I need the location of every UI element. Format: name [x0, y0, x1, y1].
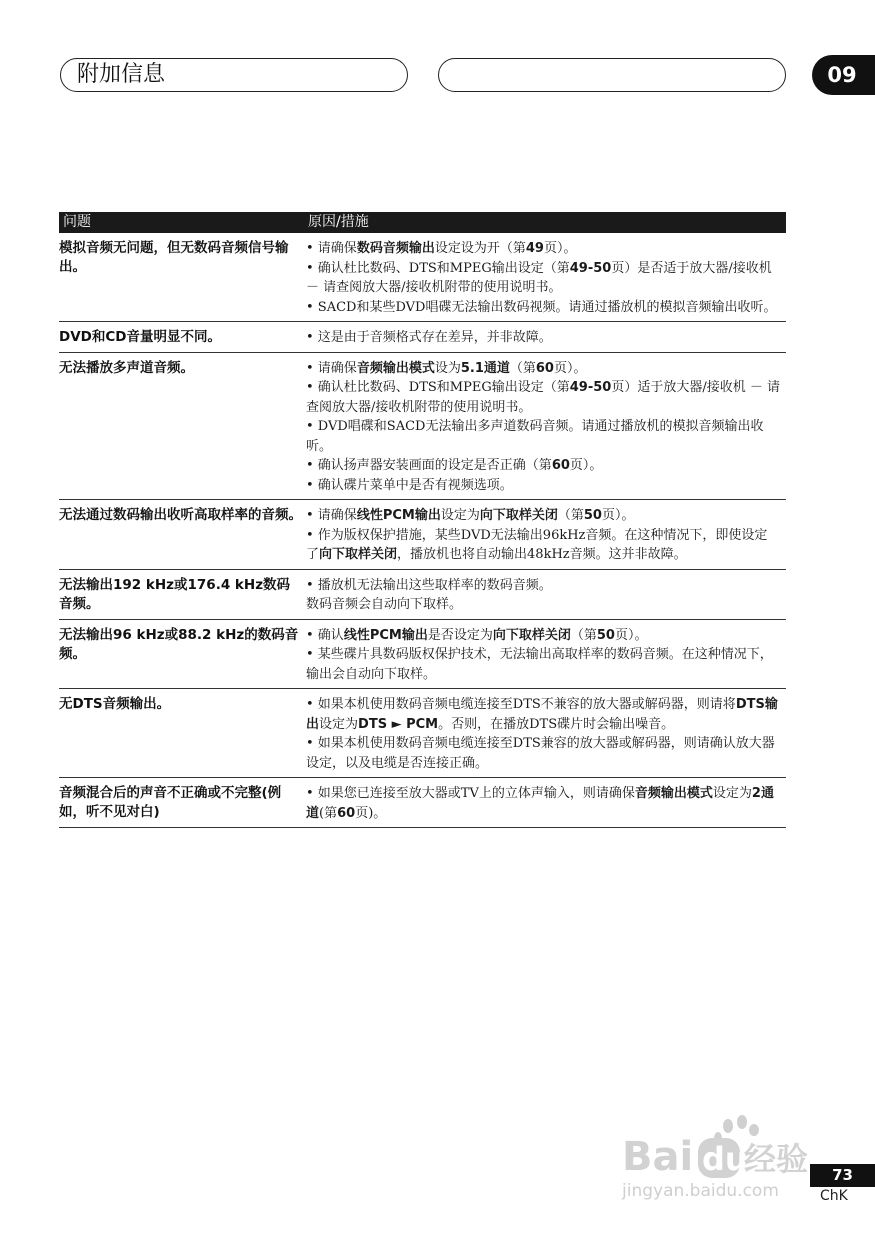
watermark-url: jingyan.baidu.com — [622, 1181, 779, 1201]
remedy-text: • 如果您已连接至放大器或TV上的立体声输入，则请确保 — [306, 786, 635, 801]
remedy-emphasis: DTS输出 — [306, 697, 778, 732]
remedy-text: • 请确保 — [306, 508, 357, 523]
remedy-emphasis: 60 — [551, 458, 570, 473]
section-title-frame — [60, 58, 408, 92]
remedy-line — [306, 298, 780, 318]
remedy-line — [306, 626, 780, 646]
remedy-emphasis: 音频输出模式 — [634, 786, 713, 801]
remedy-emphasis: 线性PCM输出 — [356, 508, 441, 523]
remedy-emphasis: 49 — [525, 241, 544, 256]
remedy-line — [306, 645, 780, 684]
remedy-emphasis: 线性PCM输出 — [343, 627, 428, 643]
remedy-text: 页）。 — [553, 360, 587, 376]
remedy-text: • DVD唱碟和SACD无法输出多声道数码音频。请通过播放机的模拟音频输出收听。 — [306, 419, 764, 454]
remedy-text: （第 — [570, 627, 597, 643]
remedy-line — [306, 456, 780, 476]
problem-cell: DVD和CD音量明显不同。 — [59, 322, 306, 353]
remedy-text: ，播放机也将自动输出48kHz音频。这并非故障。 — [397, 547, 687, 562]
remedy-cell — [306, 322, 786, 353]
watermark-brand-b: du — [702, 1140, 748, 1178]
remedy-text: (第 — [319, 805, 338, 821]
remedy-text: 页）适于放大器/接收机 － 请查阅放大器/接收机附带的使用说明书。 — [306, 380, 780, 415]
remedy-emphasis: 50 — [583, 508, 602, 523]
remedy-text: • 请确保 — [306, 360, 357, 376]
problem-cell: 模拟音频无问题，但无数码音频信号输出。 — [59, 233, 306, 322]
remedy-line — [306, 259, 780, 298]
remedy-text: • 确认扬声器安装画面的设定是否正确（第 — [306, 458, 552, 473]
remedy-text: • 这是由于音频格式存在差异，并非故障。 — [306, 330, 552, 345]
table-row — [59, 352, 786, 500]
remedy-emphasis: 数码音频输出 — [356, 241, 435, 256]
remedy-text: 数码音频会自动向下取样。 — [306, 597, 463, 612]
page-number: 73 — [810, 1164, 875, 1187]
remedy-text: • 某些碟片具数码版权保护技术，无法输出高取样率的数码音频。在这种情况下，输出会自动向下取样。 — [306, 647, 773, 682]
table-row — [59, 619, 786, 689]
remedy-line — [306, 695, 780, 734]
remedy-emphasis: 向下取样关闭 — [492, 627, 571, 643]
remedy-emphasis: 60 — [535, 360, 554, 376]
remedy-text: 设为 — [434, 360, 461, 376]
problem-cell: 无DTS音频输出。 — [59, 689, 306, 778]
remedy-emphasis: 2通道 — [306, 786, 774, 821]
remedy-line — [306, 359, 780, 379]
remedy-text: 页）。 — [601, 508, 635, 523]
remedy-emphasis: 49-50 — [569, 380, 612, 395]
remedy-text: • 如果本机使用数码音频电缆连接至DTS不兼容的放大器或解码器，则请将 — [306, 697, 736, 712]
column-header-remedy: 原因/措施 — [306, 212, 786, 233]
remedy-cell — [306, 778, 786, 828]
section-title: 附加信息 — [77, 62, 166, 87]
remedy-emphasis: 5.1通道 — [460, 360, 510, 376]
remedy-text: 设定为 — [319, 716, 359, 732]
remedy-line — [306, 526, 780, 565]
remedy-text: （第 — [557, 508, 584, 523]
troubleshooting-table — [59, 212, 786, 828]
remedy-emphasis: 音频输出模式 — [356, 360, 435, 376]
remedy-line — [306, 417, 780, 456]
problem-cell: 无法播放多声道音频。 — [59, 352, 306, 500]
remedy-line — [306, 784, 780, 823]
remedy-cell — [306, 689, 786, 778]
remedy-cell — [306, 233, 786, 322]
remedy-text: • 确认杜比数码、DTS和MPEG输出设定（第 — [306, 380, 570, 395]
baidu-jingyan-watermark — [620, 1112, 820, 1204]
remedy-line — [306, 595, 780, 615]
watermark-brand-a: Bai — [622, 1134, 694, 1180]
remedy-text: 页）。 — [543, 241, 577, 256]
problem-cell: 无法通过数码输出收听高取样率的音频。 — [59, 500, 306, 570]
remedy-line — [306, 576, 780, 596]
remedy-cell — [306, 619, 786, 689]
table-row — [59, 689, 786, 778]
remedy-emphasis: 60 — [337, 805, 356, 821]
watermark-brand-cn: 经验 — [744, 1140, 809, 1178]
table-header-row — [59, 212, 786, 233]
remedy-emphasis: 向下取样关闭 — [479, 508, 558, 523]
remedy-text: 设定设为开（第 — [434, 241, 526, 256]
remedy-line — [306, 328, 780, 348]
remedy-line — [306, 239, 780, 259]
remedy-text: • 请确保 — [306, 241, 357, 256]
remedy-cell — [306, 500, 786, 570]
remedy-text: （第 — [509, 360, 536, 376]
remedy-text: • 确认碟片菜单中是否有视频选项。 — [306, 477, 513, 493]
table-row — [59, 569, 786, 619]
chapter-tab: 09 — [812, 55, 875, 95]
remedy-line — [306, 506, 780, 526]
remedy-text: 。否则，在播放DTS碟片时会输出噪音。 — [438, 716, 675, 732]
remedy-text: • 确认杜比数码、DTS和MPEG输出设定（第 — [306, 260, 570, 276]
table-row — [59, 322, 786, 353]
remedy-text: 页）。 — [614, 627, 648, 643]
remedy-text: 设定为 — [712, 786, 752, 801]
blank-title-frame — [438, 58, 786, 92]
remedy-line — [306, 734, 780, 773]
remedy-cell — [306, 352, 786, 500]
table-row — [59, 233, 786, 322]
remedy-emphasis: 向下取样关闭 — [319, 547, 398, 562]
problem-cell: 音频混合后的声音不正确或不完整(例如，听不见对白) — [59, 778, 306, 828]
remedy-text: 设定为 — [440, 508, 480, 523]
remedy-text: • 作为版权保护措施，某些DVD无法输出96kHz音频。在这种情况下，即使设定了 — [306, 527, 768, 562]
remedy-emphasis: DTS ► PCM — [358, 716, 439, 732]
column-header-problem: 问题 — [59, 212, 306, 233]
remedy-text: 是否设定为 — [427, 627, 493, 643]
remedy-emphasis: 49-50 — [569, 260, 612, 276]
language-code: ChK — [820, 1188, 848, 1204]
remedy-cell — [306, 569, 786, 619]
table-body — [59, 233, 786, 828]
table-row — [59, 500, 786, 570]
remedy-text: 页）。 — [569, 458, 603, 473]
remedy-line — [306, 476, 780, 496]
remedy-text: 页）是否适于放大器/接收机 － 请查阅放大器/接收机附带的使用说明书。 — [306, 260, 772, 295]
remedy-text: • 如果本机使用数码音频电缆连接至DTS兼容的放大器或解码器，则请确认放大器设定，以及电缆是否连接正确。 — [306, 736, 775, 771]
problem-cell: 无法输出96 kHz或88.2 kHz的数码音频。 — [59, 619, 306, 689]
problem-cell: 无法输出192 kHz或176.4 kHz数码音频。 — [59, 569, 306, 619]
remedy-text: • 确认 — [306, 627, 344, 643]
remedy-line — [306, 378, 780, 417]
remedy-text: • 播放机无法输出这些取样率的数码音频。 — [306, 577, 552, 593]
table-row — [59, 778, 786, 828]
remedy-text: 页)。 — [355, 805, 387, 821]
remedy-text: • SACD和某些DVD唱碟无法输出数码视频。请通过播放机的模拟音频输出收听。 — [306, 299, 777, 315]
remedy-emphasis: 50 — [596, 627, 615, 643]
